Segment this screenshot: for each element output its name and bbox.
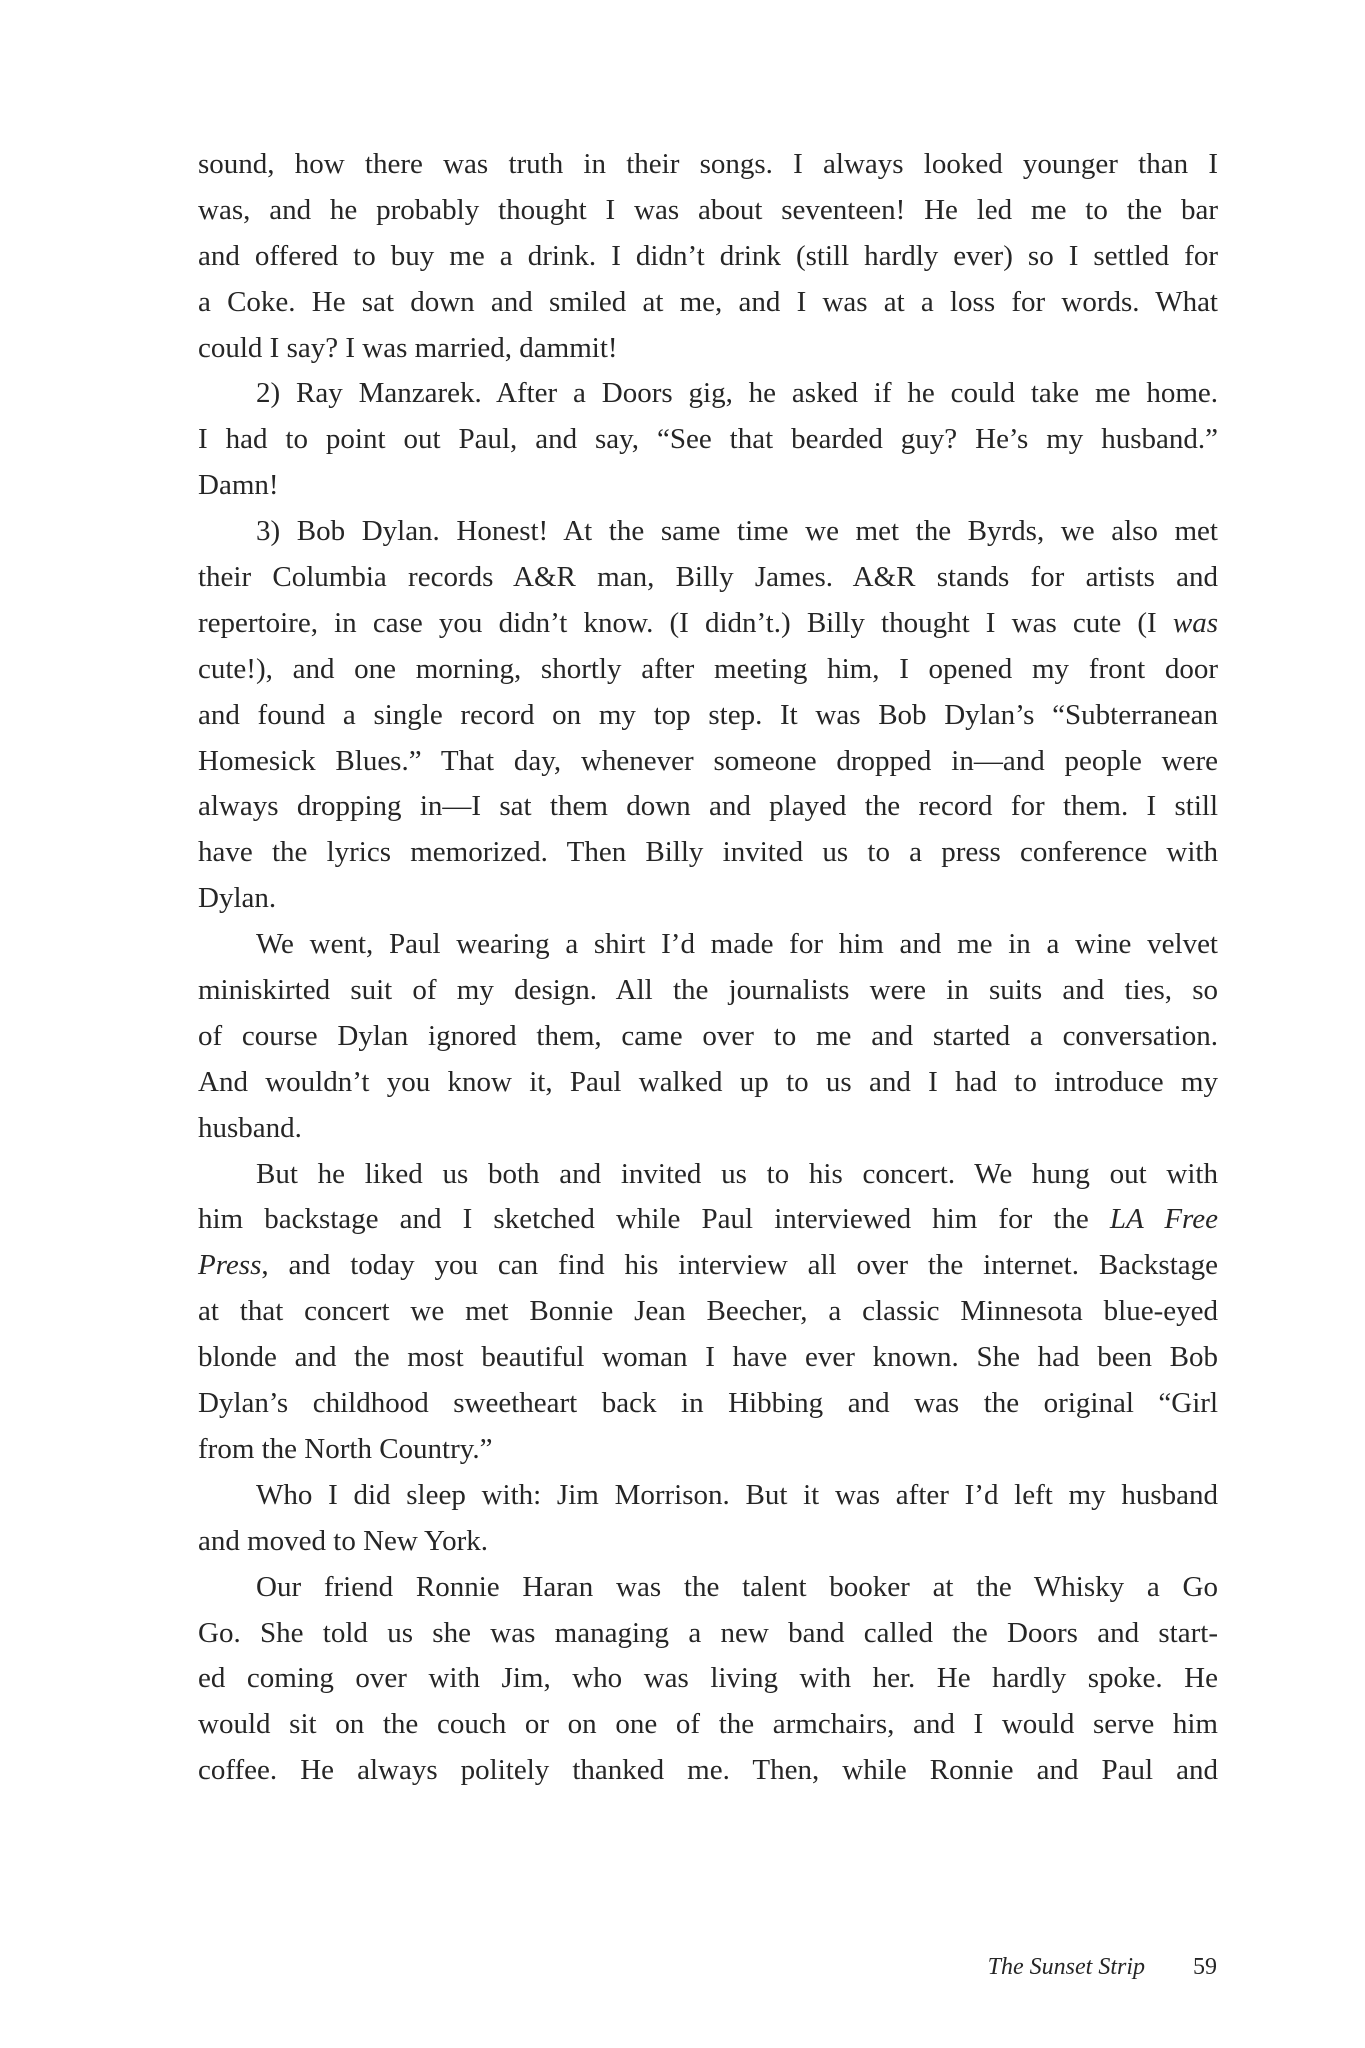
- text-line: But he liked us both and invited us to his concert. We hung out with: [256, 1157, 1218, 1190]
- text-line: Homesick Blues.” That day, whenever someone dropped in—and people were: [198, 744, 1218, 777]
- text-line: ed coming over with Jim, who was living with her. He hardly spoke. He: [198, 1662, 1218, 1695]
- text-line: and found a single record on my top step. It was Bob Dylan’s “Subterranean: [198, 698, 1218, 731]
- text-line: and offered to buy me a drink. I didn’t drink (still hardly ever) so I settled for: [198, 239, 1218, 272]
- text-line: Dylan’s childhood sweetheart back in Hibbing and was the original “Girl: [198, 1387, 1218, 1420]
- text-line: could I say? I was married, dammit!: [198, 331, 618, 364]
- text-line: have the lyrics memorized. Then Billy invited us to a press conference with: [198, 836, 1218, 869]
- text-line: 3) Bob Dylan. Honest! At the same time we met the Byrds, we also met: [256, 515, 1218, 548]
- italic-text: Press: [198, 1249, 262, 1282]
- running-head: The Sunset Strip: [987, 1954, 1145, 1980]
- text-line: blonde and the most beautiful woman I have ever known. She had been Bob: [198, 1341, 1218, 1374]
- text-line: I had to point out Paul, and say, “See that bearded guy? He’s my husband.”: [198, 423, 1218, 456]
- text-line: coffee. He always politely thanked me. Then, while Ronnie and Paul and: [198, 1754, 1218, 1787]
- text-line: and moved to New York.: [198, 1524, 488, 1557]
- text-line: 2) Ray Manzarek. After a Doors gig, he asked if he could take me home.: [256, 377, 1218, 410]
- text-line: Who I did sleep with: Jim Morrison. But it was after I’d left my husband: [256, 1478, 1218, 1511]
- text-line: miniskirted suit of my design. All the journalists were in suits and ties, so: [198, 974, 1218, 1007]
- text-line: at that concert we met Bonnie Jean Beecher, a classic Minnesota blue-eyed: [198, 1295, 1218, 1328]
- text-line: And wouldn’t you know it, Paul walked up to us and I had to introduce my: [198, 1065, 1218, 1098]
- page-footer: [0, 1949, 1365, 1985]
- text-line: Press, and today you can find his interview all over the internet. Backstage: [198, 1249, 1218, 1282]
- italic-text: was: [1172, 606, 1218, 639]
- text-line: repertoire, in case you didn’t know. (I didn’t.) Billy thought I was cute (I was: [198, 606, 1218, 639]
- page-body: [198, 142, 1218, 1794]
- text-line: sound, how there was truth in their songs. I always looked younger than I: [198, 148, 1218, 180]
- text-line: their Columbia records A&R man, Billy James. A&R stands for artists and: [198, 561, 1218, 594]
- text-line: Go. She told us she was managing a new band called the Doors and start-: [198, 1616, 1218, 1649]
- text-line: from the North Country.”: [198, 1432, 493, 1465]
- text-line: of course Dylan ignored them, came over to me and started a conversation.: [198, 1019, 1218, 1052]
- text-line: We went, Paul wearing a shirt I’d made for him and me in a wine velvet: [256, 928, 1218, 961]
- text-line: Dylan.: [198, 882, 277, 915]
- text-line: always dropping in—I sat them down and played the record for them. I still: [198, 790, 1218, 823]
- text-line: cute!), and one morning, shortly after meeting him, I opened my front door: [198, 652, 1218, 685]
- text-line: Damn!: [198, 469, 279, 502]
- page-number: 59: [1193, 1954, 1217, 1980]
- text-line: was, and he probably thought I was about seventeen! He led me to the bar: [198, 193, 1218, 226]
- text-line: him backstage and I sketched while Paul interviewed him for the LA Free: [198, 1203, 1218, 1236]
- italic-text: LA Free: [1109, 1203, 1218, 1236]
- text-line: a Coke. He sat down and smiled at me, and I was at a loss for words. What: [198, 285, 1218, 318]
- text-line: husband.: [198, 1111, 302, 1144]
- text-line: Our friend Ronnie Haran was the talent booker at the Whisky a Go: [256, 1570, 1218, 1603]
- text-line: would sit on the couch or on one of the armchairs, and I would serve him: [198, 1708, 1218, 1741]
- text-block: [198, 142, 1218, 1794]
